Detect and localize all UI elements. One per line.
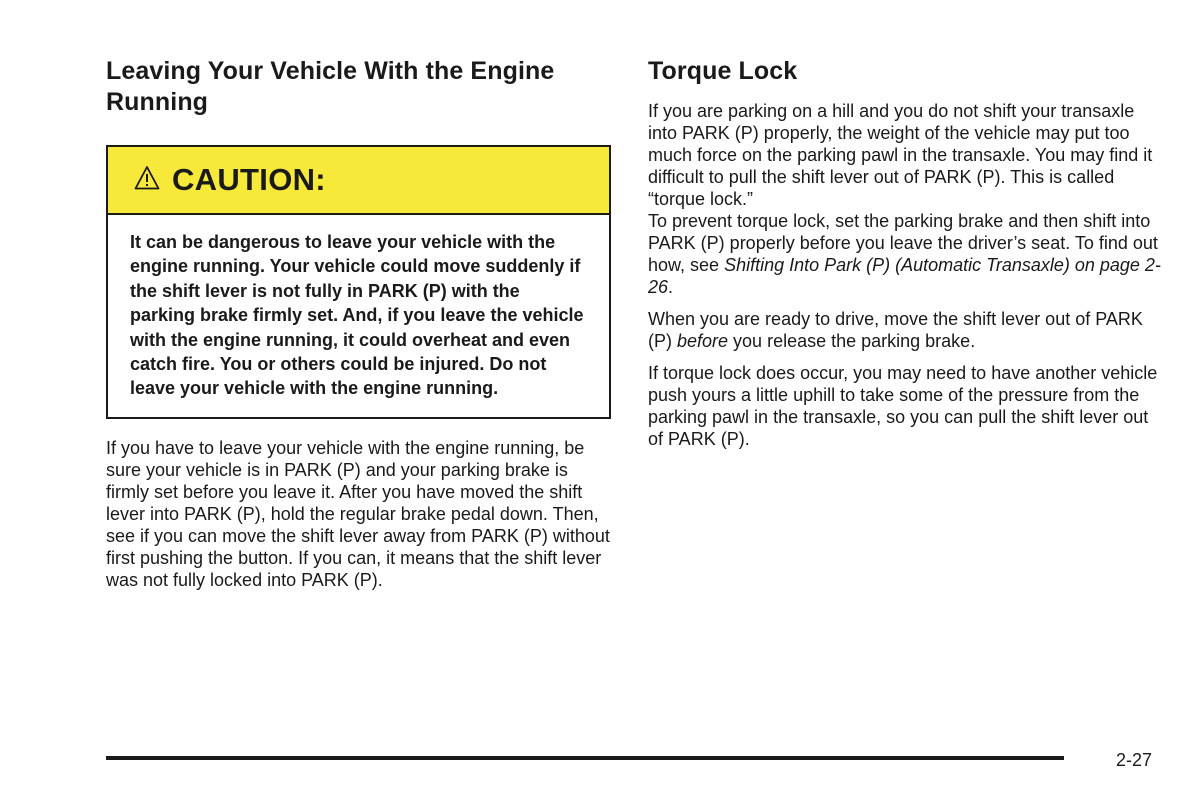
right-column bbox=[648, 56, 1163, 450]
caution-box bbox=[106, 145, 611, 419]
section-heading-torque-lock: Torque Lock bbox=[648, 57, 798, 85]
warning-triangle-icon bbox=[134, 165, 160, 191]
body-paragraph: If you are parking on a hill and you do not shift your transaxle into PARK (P) properly, the weight of the vehicle may put too much force on the parking pawl in the transaxle. You may find it difficult to pull the shift lever out of PARK (P). This is called “torque lock.” bbox=[648, 101, 1153, 209]
body-paragraph bbox=[648, 308, 1163, 352]
page-number: 2-27 bbox=[1116, 750, 1153, 770]
body-paragraph: If you have to leave your vehicle with the engine running, be sure your vehicle is in PARK (P) and your parking brake is firmly set before you leave it. After you have moved the shift lever into PARK (P), hold the regular brake pedal down. Then, see if you can move the shift lever away from PARK (P) without first pushing the button. If you can, it means that the shift lever was not fully locked into PARK (P). bbox=[106, 437, 610, 590]
text-run: . bbox=[668, 277, 674, 297]
cross-reference: Shifting Into Park (P) (Automatic Transaxle) on page 2-26 bbox=[648, 255, 1161, 297]
text-run: When you are ready to drive, move the shift lever out of PARK (P) bbox=[648, 309, 1143, 351]
emphasis-text: before bbox=[677, 331, 729, 351]
text-run: To prevent torque lock, set the parking brake and then shift into PARK (P) properly before you leave the driver’s seat. To find out how, see bbox=[648, 211, 1158, 275]
caution-title: CAUTION: bbox=[172, 162, 326, 197]
section-heading-leaving-vehicle: Leaving Your Vehicle With the Engine Running bbox=[106, 57, 555, 116]
footer-rule bbox=[106, 756, 1064, 760]
body-paragraph bbox=[648, 210, 1163, 298]
caution-header bbox=[108, 147, 609, 215]
body-paragraph: If torque lock does occur, you may need to have another vehicle push yours a little uphill to take some of the pressure from the parking pawl in the transaxle, so you can pull the shift lever out of PARK (P). bbox=[648, 363, 1158, 449]
left-column bbox=[106, 56, 611, 591]
text-run: you release the parking brake. bbox=[728, 331, 976, 351]
caution-text: It can be dangerous to leave your vehicle with the engine running. Your vehicle could move suddenly if the shift lever is not fully in PARK (P) with the parking brake firmly set. And, if you leave the vehicle with the engine running, it could overheat and even catch fire. You or others could be injured. Do not leave your vehicle with the engine running. bbox=[130, 232, 584, 399]
